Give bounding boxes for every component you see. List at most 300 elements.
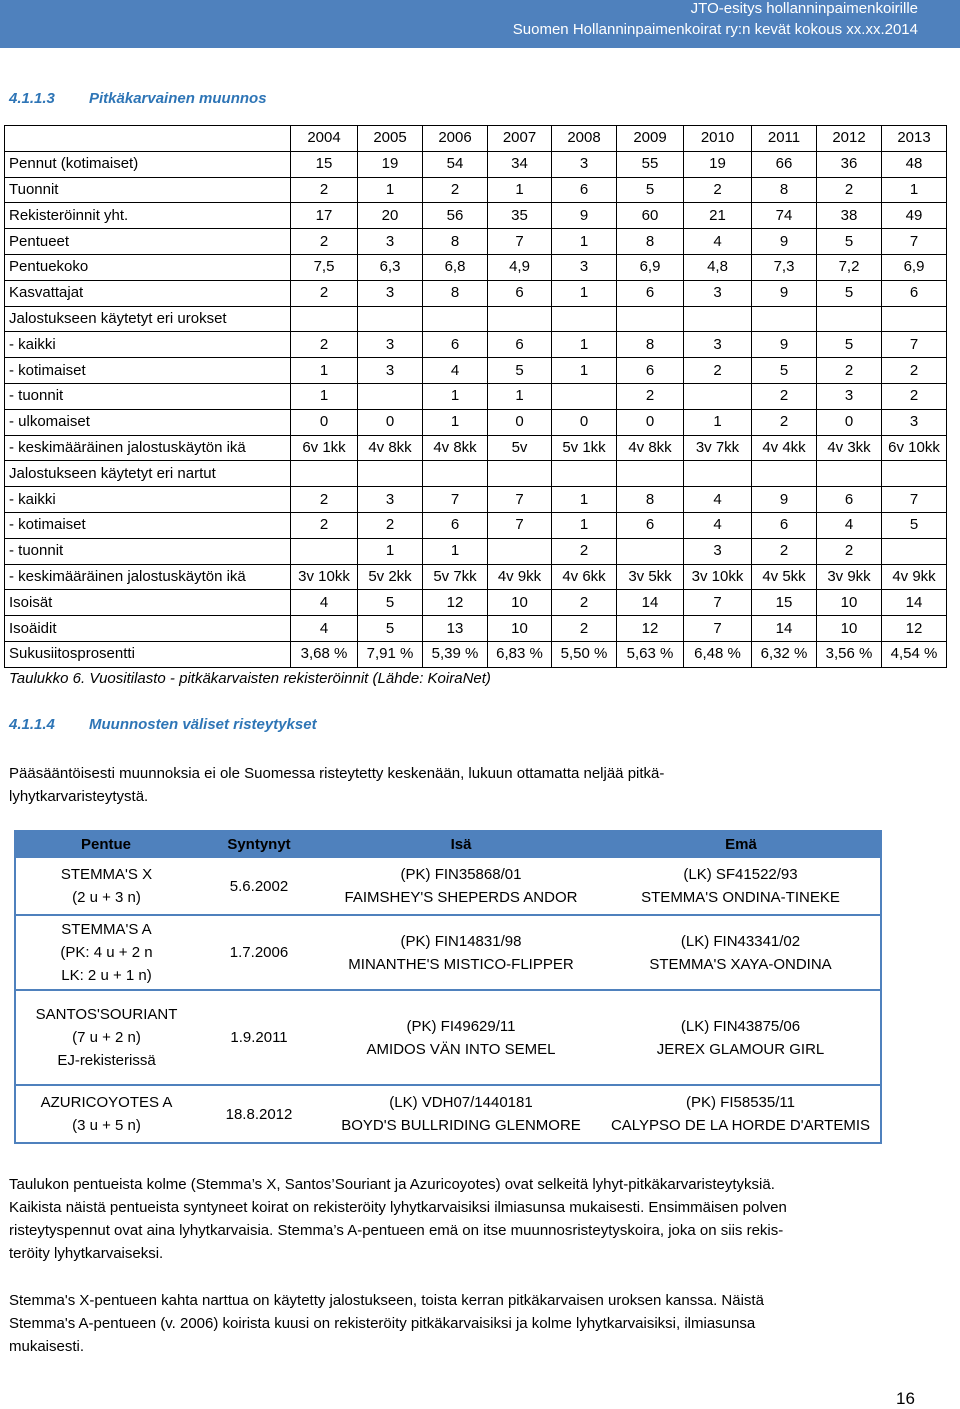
value-cell: 4,9: [488, 254, 552, 280]
value-cell: 4: [423, 358, 488, 384]
value-cell: 6,3: [358, 254, 423, 280]
page-number: 16: [896, 1389, 915, 1408]
table-row: [5, 383, 947, 409]
value-cell: 9: [752, 332, 817, 358]
value-cell: 2: [291, 177, 358, 203]
value-cell: 5,50 %: [552, 641, 617, 667]
value-cell: 6: [488, 332, 552, 358]
value-cell: 1: [423, 538, 488, 564]
value-cell: 4,54 %: [882, 641, 947, 667]
value-cell: 9: [552, 203, 617, 229]
value-cell: 10: [817, 616, 882, 642]
table-row: [5, 203, 947, 229]
row-label-cell: Jalostukseen käytetyt eri nartut: [5, 461, 291, 487]
value-cell: 12: [423, 590, 488, 616]
value-cell: 2: [291, 487, 358, 513]
value-cell: 2: [684, 177, 752, 203]
litter-name-cell: [15, 1085, 197, 1143]
value-cell: [882, 461, 947, 487]
value-cell: [752, 306, 817, 332]
row-label-cell: - kotimaiset: [5, 512, 291, 538]
value-cell: 0: [291, 409, 358, 435]
value-cell: 6: [423, 512, 488, 538]
value-cell: 15: [752, 590, 817, 616]
litter-row: [15, 990, 881, 1085]
value-cell: 3: [358, 487, 423, 513]
value-cell: 12: [617, 616, 684, 642]
value-cell: 6,8: [423, 254, 488, 280]
value-cell: 1: [552, 358, 617, 384]
value-cell: 34: [488, 151, 552, 177]
value-cell: 7: [488, 487, 552, 513]
value-cell: 3: [552, 151, 617, 177]
sire-line: MINANTHE'S MISTICO-FLIPPER: [348, 955, 574, 973]
value-cell: 48: [882, 151, 947, 177]
header-label-cell: [5, 126, 291, 152]
value-cell: 1: [488, 177, 552, 203]
table-row: [5, 280, 947, 306]
breeding-paragraph: [9, 1289, 909, 1358]
value-cell: 4v 3kk: [817, 435, 882, 461]
value-cell: [358, 306, 423, 332]
table-row: [5, 616, 947, 642]
value-cell: 2: [552, 590, 617, 616]
header-subtitle: Suomen Hollanninpaimenkoirat ry:n kevät kokous xx.xx.2014: [512, 21, 918, 38]
value-cell: 7: [488, 512, 552, 538]
value-cell: 2: [882, 383, 947, 409]
dam-line: STEMMA'S XAYA-ONDINA: [649, 955, 832, 973]
value-cell: 7,91 %: [358, 641, 423, 667]
dam-line: JEREX GLAMOUR GIRL: [656, 1040, 825, 1058]
value-cell: [488, 538, 552, 564]
value-cell: [817, 461, 882, 487]
value-cell: 5: [882, 512, 947, 538]
section-title: Muunnosten väliset risteytykset: [89, 716, 317, 733]
value-cell: 60: [617, 203, 684, 229]
value-cell: 10: [488, 590, 552, 616]
value-cell: 3,56 %: [817, 641, 882, 667]
value-cell: 3: [358, 229, 423, 255]
value-cell: 7: [882, 332, 947, 358]
column-header: Emä: [601, 831, 881, 857]
table-row: [5, 590, 947, 616]
value-cell: 5v 2kk: [358, 564, 423, 590]
value-cell: 8: [423, 280, 488, 306]
year-header-cell: 2012: [817, 126, 882, 152]
value-cell: 5: [817, 229, 882, 255]
litter-line: (3 u + 5 n): [72, 1117, 141, 1134]
value-cell: 7,3: [752, 254, 817, 280]
paragraph-line: mukaisesti.: [9, 1338, 85, 1355]
birth-date-cell: 1.7.2006: [197, 915, 321, 990]
value-cell: 4v 5kk: [752, 564, 817, 590]
value-cell: 4v 8kk: [358, 435, 423, 461]
value-cell: 5: [617, 177, 684, 203]
value-cell: 2: [617, 383, 684, 409]
value-cell: 2: [291, 512, 358, 538]
section-number: 4.1.1.3: [9, 90, 55, 107]
value-cell: 14: [882, 590, 947, 616]
value-cell: 2: [552, 616, 617, 642]
value-cell: 14: [752, 616, 817, 642]
value-cell: 4v 4kk: [752, 435, 817, 461]
section-heading-pitkakarvainen: [9, 90, 267, 107]
litter-row: [15, 1085, 881, 1143]
value-cell: 5,63 %: [617, 641, 684, 667]
table-row: [5, 564, 947, 590]
value-cell: 3: [684, 280, 752, 306]
value-cell: [617, 461, 684, 487]
value-cell: 9: [752, 280, 817, 306]
table-row: [5, 461, 947, 487]
value-cell: 6v 1kk: [291, 435, 358, 461]
value-cell: 1: [358, 177, 423, 203]
row-label-cell: - kotimaiset: [5, 358, 291, 384]
value-cell: 0: [617, 409, 684, 435]
year-header-cell: 2006: [423, 126, 488, 152]
value-cell: 1: [552, 332, 617, 358]
value-cell: 6: [552, 177, 617, 203]
table-row: [5, 332, 947, 358]
value-cell: 10: [488, 616, 552, 642]
value-cell: 14: [617, 590, 684, 616]
value-cell: 4: [684, 512, 752, 538]
value-cell: 15: [291, 151, 358, 177]
year-header-cell: 2004: [291, 126, 358, 152]
value-cell: 5: [817, 332, 882, 358]
value-cell: 20: [358, 203, 423, 229]
sire-cell: [321, 990, 601, 1085]
value-cell: 2: [684, 358, 752, 384]
table-row: [5, 306, 947, 332]
value-cell: 3: [684, 332, 752, 358]
value-cell: 3: [817, 383, 882, 409]
value-cell: 5: [488, 358, 552, 384]
value-cell: [617, 306, 684, 332]
value-cell: 6: [817, 487, 882, 513]
table-header-row: [5, 126, 947, 152]
value-cell: 66: [752, 151, 817, 177]
value-cell: 8: [617, 487, 684, 513]
value-cell: 6,9: [617, 254, 684, 280]
row-label-cell: - keskimääräinen jalostuskäytön ikä: [5, 564, 291, 590]
year-header-cell: 2005: [358, 126, 423, 152]
litter-name-cell: [15, 990, 197, 1085]
value-cell: 5: [358, 616, 423, 642]
value-cell: 8: [423, 229, 488, 255]
value-cell: 7: [488, 229, 552, 255]
value-cell: [358, 461, 423, 487]
crossbreed-litters-table: [14, 830, 882, 1144]
dam-cell: [601, 915, 881, 990]
value-cell: 2: [817, 358, 882, 384]
sire-line: FAIMSHEY'S SHEPERDS ANDOR: [344, 889, 578, 906]
value-cell: 3: [684, 538, 752, 564]
yearly-statistics-table: [4, 125, 947, 668]
value-cell: 4: [817, 512, 882, 538]
value-cell: 2: [882, 358, 947, 384]
value-cell: 9: [752, 229, 817, 255]
row-label-cell: - ulkomaiset: [5, 409, 291, 435]
year-header-cell: 2013: [882, 126, 947, 152]
value-cell: 2: [291, 280, 358, 306]
value-cell: 6v 10kk: [882, 435, 947, 461]
value-cell: 4v 9kk: [882, 564, 947, 590]
row-label-cell: Isoäidit: [5, 616, 291, 642]
value-cell: 4v 8kk: [617, 435, 684, 461]
value-cell: 36: [817, 151, 882, 177]
litter-line: (PK: 4 u + 2 n: [60, 944, 153, 961]
value-cell: 5,39 %: [423, 641, 488, 667]
explanation-paragraph: [9, 1173, 909, 1265]
value-cell: 35: [488, 203, 552, 229]
row-label-cell: Rekisteröinnit yht.: [5, 203, 291, 229]
value-cell: 19: [684, 151, 752, 177]
value-cell: 6,32 %: [752, 641, 817, 667]
litter-row: [15, 915, 881, 990]
paragraph-line: risteytyspennut ovat aina lyhytkarvaisia. Stemma’s A-pentueen emä on itse muunnosristeytyskoira, joka on siis rekis-: [9, 1222, 784, 1239]
section-title: Pitkäkarvainen muunnos: [89, 90, 267, 107]
value-cell: 13: [423, 616, 488, 642]
row-label-cell: Pentuekoko: [5, 254, 291, 280]
value-cell: [817, 306, 882, 332]
value-cell: [552, 461, 617, 487]
value-cell: 2: [291, 332, 358, 358]
litter-line: (2 u + 3 n): [72, 889, 141, 906]
value-cell: 6: [423, 332, 488, 358]
dam-cell: [601, 990, 881, 1085]
table-row: [5, 435, 947, 461]
value-cell: 7,5: [291, 254, 358, 280]
value-cell: 5v: [488, 435, 552, 461]
year-header-cell: 2007: [488, 126, 552, 152]
value-cell: 3v 5kk: [617, 564, 684, 590]
litter-line: EJ-rekisterissä: [57, 1052, 156, 1069]
table-row: [5, 641, 947, 667]
litter-line: SANTOS'SOURIANT: [35, 1006, 178, 1023]
row-label-cell: Jalostukseen käytetyt eri urokset: [5, 306, 291, 332]
column-header: Syntynyt: [197, 831, 321, 857]
sire-line: BOYD'S BULLRIDING GLENMORE: [341, 1117, 581, 1134]
sire-cell: [321, 857, 601, 915]
value-cell: 49: [882, 203, 947, 229]
row-label-cell: Tuonnit: [5, 177, 291, 203]
value-cell: 4: [684, 229, 752, 255]
value-cell: [423, 306, 488, 332]
value-cell: [752, 461, 817, 487]
value-cell: 4v 6kk: [552, 564, 617, 590]
value-cell: 3: [358, 332, 423, 358]
section-number: 4.1.1.4: [9, 716, 55, 733]
value-cell: 2: [752, 538, 817, 564]
value-cell: 7: [423, 487, 488, 513]
sire-cell: [321, 1085, 601, 1143]
value-cell: 1: [552, 512, 617, 538]
header-title: JTO-esitys hollanninpaimenkoirille: [690, 0, 918, 17]
litter-name-cell: [15, 915, 197, 990]
value-cell: 4: [684, 487, 752, 513]
table-row: [5, 254, 947, 280]
paragraph-line: teröity lyhytkarvaiseksi.: [9, 1245, 164, 1262]
value-cell: 1: [423, 383, 488, 409]
value-cell: 6: [617, 512, 684, 538]
year-header-cell: 2011: [752, 126, 817, 152]
value-cell: [291, 461, 358, 487]
value-cell: 3,68 %: [291, 641, 358, 667]
litter-line: LK: 2 u + 1 n): [61, 967, 152, 984]
row-label-cell: - kaikki: [5, 487, 291, 513]
value-cell: 7: [882, 229, 947, 255]
table-row: [5, 538, 947, 564]
value-cell: 2: [752, 383, 817, 409]
value-cell: 3v 7kk: [684, 435, 752, 461]
column-header: Pentue: [15, 831, 197, 857]
table-row: [5, 177, 947, 203]
value-cell: [617, 538, 684, 564]
value-cell: 3: [552, 254, 617, 280]
sire-line: (LK) VDH07/1440181: [389, 1094, 533, 1111]
row-label-cell: Kasvattajat: [5, 280, 291, 306]
value-cell: 1: [882, 177, 947, 203]
value-cell: 2: [552, 538, 617, 564]
value-cell: [488, 306, 552, 332]
value-cell: 8: [752, 177, 817, 203]
sire-cell: [321, 915, 601, 990]
table-caption: Taulukko 6. Vuositilasto - pitkäkarvaisten rekisteröinnit (Lähde: KoiraNet): [9, 670, 491, 687]
sire-line: (PK) FI49629/11: [406, 1017, 516, 1035]
birth-date-cell: 1.9.2011: [197, 990, 321, 1085]
value-cell: 5: [358, 590, 423, 616]
section-heading-risteytykset: [9, 716, 317, 733]
value-cell: 5v 1kk: [552, 435, 617, 461]
value-cell: 1: [291, 358, 358, 384]
value-cell: 1: [358, 538, 423, 564]
dam-line: (LK) SF41522/93: [683, 866, 798, 883]
value-cell: 1: [291, 383, 358, 409]
year-header-cell: 2008: [552, 126, 617, 152]
value-cell: 10: [817, 590, 882, 616]
value-cell: 1: [423, 409, 488, 435]
value-cell: 5v 7kk: [423, 564, 488, 590]
paragraph-line: Taulukon pentueista kolme (Stemma’s X, Santos’Souriant ja Azuricoyotes) ovat selkeitä lyhyt-pitkäkarvaristeytyksiä.: [9, 1176, 775, 1193]
litter-line: STEMMA'S A: [61, 921, 152, 938]
value-cell: 56: [423, 203, 488, 229]
table-row: [5, 409, 947, 435]
table-row: [5, 358, 947, 384]
paragraph-line: Stemma's A-pentueen (v. 2006) koirista kuusi on rekisteröity pitkäkarvaisiksi ja kolme lyhytkarvaisiksi, ilmiasunsa: [9, 1315, 756, 1332]
value-cell: 7: [882, 487, 947, 513]
value-cell: 4v 9kk: [488, 564, 552, 590]
row-label-cell: - kaikki: [5, 332, 291, 358]
value-cell: 8: [617, 332, 684, 358]
value-cell: 2: [358, 512, 423, 538]
value-cell: 3v 10kk: [291, 564, 358, 590]
value-cell: 5: [752, 358, 817, 384]
value-cell: [291, 538, 358, 564]
value-cell: 6: [617, 358, 684, 384]
value-cell: [552, 306, 617, 332]
value-cell: 2: [423, 177, 488, 203]
value-cell: 6: [752, 512, 817, 538]
paragraph-line: Pääsääntöisesti muunnoksia ei ole Suomessa risteytetty keskenään, lukuun ottamatta neljää pitkä-: [9, 765, 665, 782]
value-cell: 7,2: [817, 254, 882, 280]
value-cell: 0: [817, 409, 882, 435]
value-cell: [684, 461, 752, 487]
value-cell: 74: [752, 203, 817, 229]
value-cell: 8: [617, 229, 684, 255]
dam-line: (LK) FIN43341/02: [680, 932, 801, 950]
value-cell: 6: [882, 280, 947, 306]
value-cell: 2: [817, 538, 882, 564]
value-cell: 3: [358, 358, 423, 384]
intro-paragraph: [9, 762, 909, 808]
value-cell: 0: [358, 409, 423, 435]
value-cell: 6,48 %: [684, 641, 752, 667]
year-header-cell: 2009: [617, 126, 684, 152]
paragraph-line: Stemma's X-pentueen kahta narttua on käytetty jalostukseen, toista kerran pitkäkarvaisen uroksen kanssa. Näistä: [9, 1292, 764, 1309]
litter-row: [15, 857, 881, 915]
dam-cell: [601, 1085, 881, 1143]
value-cell: 4v 8kk: [423, 435, 488, 461]
litter-line: AZURICOYOTES A: [40, 1094, 173, 1111]
paragraph-line: lyhytkarvaristeytystä.: [9, 788, 149, 805]
value-cell: 12: [882, 616, 947, 642]
litter-line: STEMMA'S X: [60, 866, 153, 883]
table-row: [5, 512, 947, 538]
value-cell: 1: [552, 229, 617, 255]
value-cell: 2: [291, 229, 358, 255]
dam-line: (LK) FIN43875/06: [680, 1017, 801, 1035]
row-label-cell: - tuonnit: [5, 383, 291, 409]
birth-date-cell: 18.8.2012: [197, 1085, 321, 1143]
litter-name-cell: [15, 857, 197, 915]
value-cell: 1: [488, 383, 552, 409]
value-cell: 21: [684, 203, 752, 229]
value-cell: 3v 9kk: [817, 564, 882, 590]
value-cell: [423, 461, 488, 487]
value-cell: 0: [552, 409, 617, 435]
value-cell: [684, 306, 752, 332]
value-cell: 3: [882, 409, 947, 435]
row-label-cell: - keskimääräinen jalostuskäytön ikä: [5, 435, 291, 461]
dam-line: STEMMA'S ONDINA-TINEKE: [641, 889, 840, 906]
value-cell: [488, 461, 552, 487]
row-label-cell: Isoisät: [5, 590, 291, 616]
column-header: Isä: [321, 831, 601, 857]
value-cell: 2: [752, 409, 817, 435]
value-cell: 55: [617, 151, 684, 177]
row-label-cell: Pentueet: [5, 229, 291, 255]
value-cell: 17: [291, 203, 358, 229]
dam-line: CALYPSO DE LA HORDE D'ARTEMIS: [610, 1117, 871, 1134]
table-row: [5, 487, 947, 513]
value-cell: 6: [488, 280, 552, 306]
value-cell: 1: [684, 409, 752, 435]
value-cell: 9: [752, 487, 817, 513]
value-cell: 1: [552, 487, 617, 513]
value-cell: [291, 306, 358, 332]
value-cell: [358, 383, 423, 409]
value-cell: [882, 306, 947, 332]
value-cell: 7: [684, 616, 752, 642]
row-label-cell: Pennut (kotimaiset): [5, 151, 291, 177]
dam-cell: [601, 857, 881, 915]
value-cell: 6,83 %: [488, 641, 552, 667]
sire-line: (PK) FIN14831/98: [400, 932, 522, 950]
sire-line: (PK) FIN35868/01: [400, 866, 522, 883]
value-cell: 54: [423, 151, 488, 177]
value-cell: 4: [291, 616, 358, 642]
